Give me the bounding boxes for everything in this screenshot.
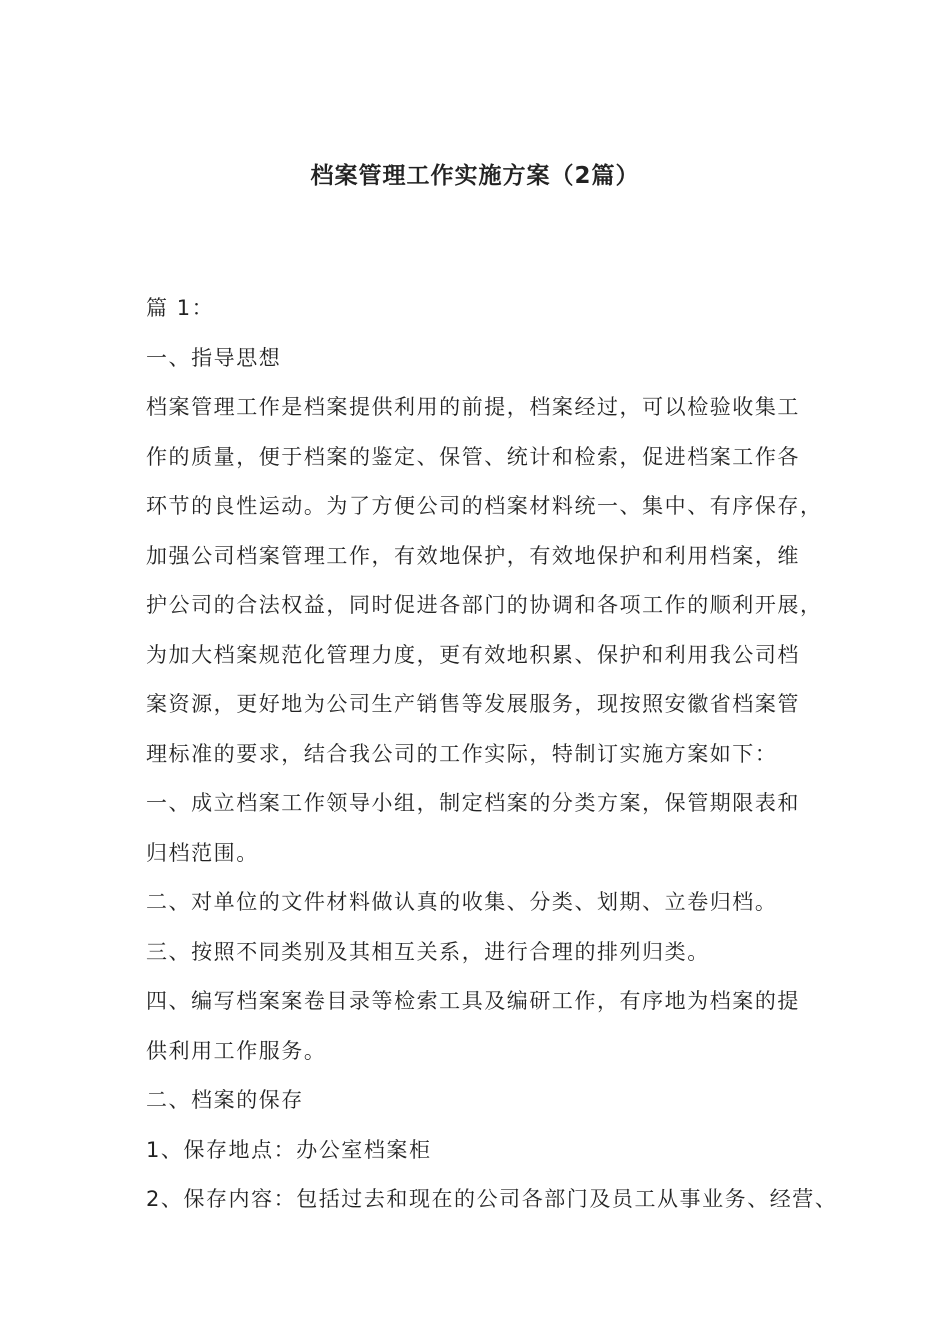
list-item: 一、成立档案工作领导小组，制定档案的分类方案，保管期限表和 bbox=[146, 791, 800, 815]
body-line: 案资源，更好地为公司生产销售等发展服务，现按照安徽省档案管 bbox=[146, 692, 800, 716]
body-line: 为加大档案规范化管理力度，更有效地积累、保护和利用我公司档 bbox=[146, 642, 800, 667]
list-item-continuation: 供利用工作服务。 bbox=[146, 1038, 327, 1063]
list-item: 三、按照不同类别及其相互关系，进行合理的排列归类。 bbox=[146, 939, 710, 964]
list-item-continuation: 归档范围。 bbox=[146, 840, 259, 865]
body-line: 护公司的合法权益，同时促进各部门的协调和各项工作的顺利开展， bbox=[146, 593, 823, 617]
list-item: 四、编写档案案卷目录等检索工具及编研工作，有序地为档案的提 bbox=[146, 989, 800, 1013]
section-heading: 一、指导思想 bbox=[146, 345, 282, 370]
list-item: 二、对单位的文件材料做认真的收集、分类、划期、立卷归档。 bbox=[146, 890, 778, 914]
document-body bbox=[146, 284, 838, 1225]
document-title: 档案管理工作实施方案（2篇） bbox=[310, 163, 640, 189]
body-line: 档案管理工作是档案提供利用的前提，档案经过，可以检验收集工 bbox=[146, 395, 800, 419]
body-line: 作的质量，便于档案的鉴定、保管、统计和检索，促进档案工作各 bbox=[146, 444, 800, 469]
body-line: 环节的良性运动。为了方便公司的档案材料统一、集中、有序保存， bbox=[146, 494, 823, 518]
body-line: 理标准的要求，结合我公司的工作实际，特制订实施方案如下： bbox=[146, 741, 778, 766]
list-item: 2、保存内容：包括过去和现在的公司各部门及员工从事业务、经营、 bbox=[146, 1187, 838, 1211]
body-line: 加强公司档案管理工作，有效地保护，有效地保护和利用档案，维 bbox=[146, 543, 800, 568]
list-item: 1、保存地点：办公室档案柜 bbox=[146, 1137, 432, 1162]
section-heading: 二、档案的保存 bbox=[146, 1088, 304, 1112]
section-label: 篇 1： bbox=[146, 296, 215, 320]
